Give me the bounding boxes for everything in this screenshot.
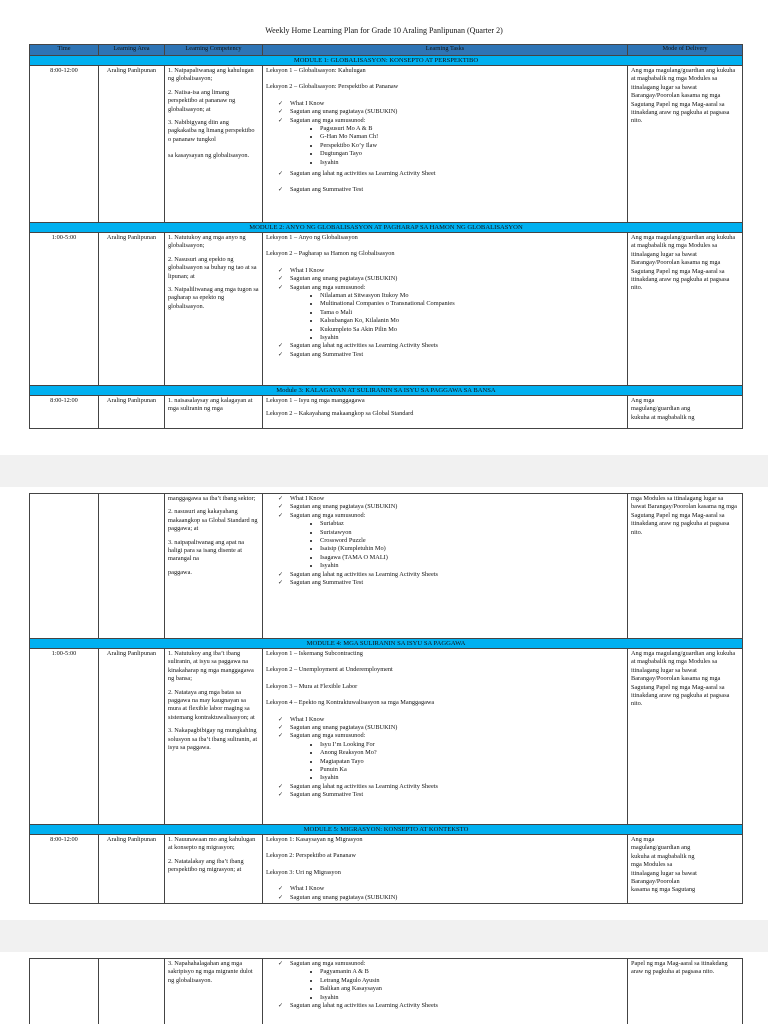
lesson-item: Leksyon 1: Kasaysayan ng Migrasyon [266, 836, 363, 843]
subtask-item: • Dugtungan Tayo [320, 150, 624, 158]
competency-cell [165, 959, 263, 1024]
plan-row [30, 66, 743, 223]
delivery-cell: Ang mga magulang/guardian ang kukuha at magbabalik ng mga Modules sa itinalagang lugar sa bawat Barangay/Poorolan kasama ng mga Sagutang Papel ng mga Mag-aaral sa itinakdang araw ng pagkuha at pagsasa nito. [628, 233, 743, 386]
lesson-item: Leksyon 3 – Mura at Flexible Labor [266, 682, 358, 690]
task-list [278, 716, 624, 800]
competency-item: 1. Naipapaliwanag ang kahulugan ng globalisasyon; [168, 67, 254, 83]
time-cell: 8:00-12:00 [30, 66, 99, 223]
competency-cell [165, 649, 263, 825]
time-cell: 8:00-12:00 [30, 835, 99, 904]
competency-item: 2. Natataya ang mga batas sa paggawa na may kaugnayan sa mura at flexible labor maging sa sistemang kontraktuwalisasyon; at [168, 688, 255, 721]
module-title: Module 3: KALAGAYAN AT SULIRANIN SA ISYU SA PAGGAWA SA BANSA [30, 386, 743, 396]
competency-item: 1. Natutukoy ang iba’t ibang suliranin, at isyu sa paggawa na kinakaharap ng mga manggagawa ng bansa; [168, 650, 254, 683]
task-text: Sagutan ang unang pagtataya (SUBUKIN) [290, 893, 398, 901]
header-row [30, 45, 743, 56]
plan-table-page-3 [29, 958, 743, 1024]
header-learning-competency: Learning Competency [165, 45, 263, 56]
plan-table-page-1 [29, 44, 743, 429]
task-list [278, 885, 624, 902]
header-mode-of-delivery: Mode of Delivery [628, 45, 743, 56]
subtask-item: • Kalsubangan Ko, Kilalanin Mo [320, 317, 624, 325]
plan-row [30, 494, 743, 639]
module-row [30, 223, 743, 233]
tasks-cell [263, 959, 628, 1024]
subtask-item: • Multinational Companies o Transnational Companies [320, 300, 624, 308]
subtask-item: • Suriabtaz [320, 520, 624, 528]
subtask-list [320, 741, 624, 783]
tasks-cell [263, 494, 628, 639]
delivery-cell: Ang mga magulang/guardian ang kukuha at magbabalik ng mga Modules sa itinalagang lugar sa bawat Barangay/Poorolan kasama ng mga Sagutang Papel ng mga Mag-aaral sa itinakdang araw ng pagkuha at pagsasa nito. [628, 66, 743, 223]
competency-cell [165, 66, 263, 223]
subtask-item: • Isyahin [320, 562, 624, 570]
lesson-item: Leksyon 1 – Isyu ng mga manggagawa [266, 397, 365, 404]
subtask-item: • Pagsusuri Mo A & B [320, 125, 624, 133]
subtask-list [320, 292, 624, 342]
subtask-item: • Isyahin [320, 994, 624, 1002]
lesson-item: Leksyon 4 – Epekto ng Kontraktuwalisasyon sa mga Manggagawa [266, 699, 435, 707]
page-1 [0, 0, 768, 455]
time-cell: 8:00-12:00 [30, 396, 99, 429]
task-item [278, 275, 624, 283]
lesson-item: Leksyon 2 – Kakayahang makaangkop sa Global Standard [266, 410, 414, 418]
competency-item: 3. naipapaliwanag ang apat na haligi para sa isang disente at marangal na [168, 538, 245, 563]
subtask-item: • Tama o Mali [320, 309, 624, 317]
task-item: ✓ Sagutan ang lahat ng activities sa Learning Activity Sheet [278, 170, 624, 178]
lesson-item: Leksyon 1 – Globalisasyon: Kahulugan [266, 67, 366, 74]
subtask-list [320, 125, 624, 167]
module-row [30, 56, 743, 66]
lesson-item: Leksyon 2: Perspektibo at Pananaw [266, 852, 356, 860]
module-row [30, 639, 743, 649]
competency-item: 1. Nauunawaan mo ang kahulugan at konsepto ng migrasyon; [168, 836, 256, 852]
task-item [278, 960, 624, 1002]
task-item: ✓ Sagutan ang lahat ng activities sa Learning Activity Sheets [278, 783, 624, 791]
subtask-list [320, 520, 624, 570]
page-gap [0, 455, 768, 487]
competency-item: 3. Naipaliliwanag ang mga tugon sa pagharap sa epekto ng globalisasyon. [168, 286, 259, 310]
module-title: MODULE 5: MIGRASYON: KONSEPTO AT KONTEKSTO [30, 825, 743, 835]
plan-row [30, 233, 743, 386]
header-learning-tasks: Learning Tasks [263, 45, 628, 56]
task-item: ✓ What I Know [278, 267, 624, 275]
task-item: ✓ What I Know [278, 100, 624, 108]
tasks-cell [263, 396, 628, 429]
task-list [278, 267, 624, 359]
module-title: MODULE 1: GLOBALISASYON: KONSEPTO AT PERSPEKTIBO [30, 56, 743, 66]
plan-table-page-2 [29, 493, 743, 904]
task-item [278, 108, 624, 116]
task-text: Sagutan ang mga sumusunod: [290, 960, 366, 967]
module-row [30, 386, 743, 396]
header-time: Time [30, 45, 99, 56]
plan-row [30, 835, 743, 904]
learning-area-cell: Araling Panlipunan [99, 649, 165, 825]
page-gap [0, 920, 768, 952]
task-item: ✓ Sagutan ang lahat ng activities sa Learning Activity Sheets [278, 571, 624, 579]
task-list [278, 495, 624, 587]
module-title: MODULE 4: MGA SULIRANIN SA ISYU SA PAGGAWA [30, 639, 743, 649]
time-cell: 1:00-5:00 [30, 233, 99, 386]
document-title: Weekly Home Learning Plan for Grade 10 Araling Panlipunan (Quarter 2) [265, 26, 503, 35]
subtask-item: • Isaisip (Kumpletuhin Mo) [320, 545, 624, 553]
subtask-item: • Isagawa (TAMA O MALI) [320, 554, 624, 562]
subtask-item: • Isyahin [320, 159, 624, 167]
lesson-item: Leksyon 2 – Pagharap sa Hamon ng Globalisasyon [266, 250, 395, 258]
learning-area-cell: Araling Panlipunan [99, 233, 165, 386]
tasks-cell [263, 649, 628, 825]
task-text: Sagutan ang mga sumusunod: [290, 732, 366, 740]
subtask-item: • Nilalaman at Sitwasyon Itukoy Mo [320, 292, 624, 300]
task-item [278, 503, 624, 511]
delivery-cell: Ang mga magulang/guardian ang kukuha at magbabalik ng mga Modules sa itinalagang lugar sa bawat Barangay/Poorolan kasama ng mga Sagutang [628, 835, 743, 904]
competency-item: 1. naisasalaysay ang kalagayan at mga suliranin ng mga [168, 397, 253, 413]
task-item: ✓ Sagutan ang Summative Test [278, 186, 624, 194]
competency-cell [165, 396, 263, 429]
competency-item: 1. Natutukoy ang mga anyo ng globalisasyon; [168, 234, 246, 250]
learning-area-cell: Araling Panlipunan [99, 66, 165, 223]
task-item: ✓ Sagutan ang Summative Test [278, 351, 624, 359]
task-text: Sagutan ang unang pagtataya (SUBUKIN) [290, 724, 398, 732]
competency-item: paggawa. [168, 568, 192, 576]
lesson-item: Leksyon 1 – Iskemang Subcontracting [266, 650, 363, 657]
subtask-item: • Isyu I’m Looking For [320, 741, 624, 749]
subtask-item: • Crossword Puzzle [320, 537, 624, 545]
subtask-item: • G-Han Mo Naman Ch! [320, 133, 624, 141]
subtask-item: • Punuin Ka [320, 766, 624, 774]
task-text: Sagutan ang mga sumusunod: [290, 116, 366, 124]
learning-area-cell: Araling Panlipunan [99, 835, 165, 904]
task-item [278, 724, 624, 732]
competency-item: manggagawa sa iba’t ibang sektor; [168, 495, 256, 502]
task-list [278, 960, 624, 1010]
delivery-cell: Ang mga magulang/guardian ang kukuha at magbabalik ng mga Modules sa itinalagang lugar sa bawat Barangay/Poorolan kasama ng mga Sagutang Papel ng mga Mag-aaral sa itinakdang araw ng pagkuha at pagsasa nito. [628, 649, 743, 825]
delivery-cell: Papel ng mga Mag-aaral sa itinakdang araw ng pagkuha at pagsasa nito. [628, 959, 743, 1024]
subtask-item: • Pagyamanin A & B [320, 968, 624, 976]
tasks-cell [263, 233, 628, 386]
lesson-item: Leksyon 2 – Globalisasyon: Perspektibo at Pananaw [266, 83, 399, 91]
learning-area-cell: Araling Panlipunan [99, 396, 165, 429]
task-item [278, 284, 624, 343]
competency-item: 3. Nakapagbibigay ng mungkahing solusyon sa iba’t ibang suliranin, at isyu sa paggawa. [168, 727, 258, 752]
subtask-item: • Magtapatan Tayo [320, 758, 624, 766]
competency-cell [165, 233, 263, 386]
task-list [278, 100, 624, 195]
plan-row [30, 649, 743, 825]
task-item: ✓ Sagutan ang Summative Test [278, 791, 624, 799]
subtask-item: • Perspektibo Ko’y Ilaw [320, 142, 624, 150]
plan-row [30, 396, 743, 429]
tasks-cell [263, 66, 628, 223]
lesson-item: Leksyon 3: Uri ng Migrasyon [266, 868, 341, 876]
competency-cell [165, 494, 263, 639]
task-text: Sagutan ang mga sumusunod: [290, 511, 366, 519]
delivery-cell: Ang mga magulang/guardian ang kukuha at magbabalik ng [628, 396, 743, 429]
competency-item: 2. Nasusuri ang epekto ng globalisasyon sa buhay ng tao at sa lipunan; at [168, 255, 257, 280]
task-item: ✓ What I Know [278, 885, 624, 893]
tasks-cell [263, 835, 628, 904]
task-item [278, 512, 624, 571]
task-item: ✓ What I Know [278, 495, 624, 503]
task-item: ✓ Sagutan ang lahat ng activities sa Learning Activity Sheets [278, 1002, 624, 1010]
competency-cell [165, 835, 263, 904]
task-item [278, 894, 624, 902]
task-text: Sagutan ang mga sumusunod: [290, 283, 366, 291]
subtask-item: • Kukumpleto Sa Akin Pilin Mo [320, 326, 624, 334]
page-2 [0, 487, 768, 920]
subtask-item: • Anong Reaksyon Mo? [320, 749, 624, 757]
subtask-item: • Isyahin [320, 774, 624, 782]
task-item [278, 117, 624, 167]
lesson-item: Leksyon 1 – Anyo ng Globalisasyon [266, 234, 358, 241]
page-3 [0, 952, 768, 1024]
task-item: ✓ Sagutan ang lahat ng activities sa Learning Activity Sheets [278, 342, 624, 350]
competency-item: 2. Natatalakay ang iba’t ibang perspektibo ng migrasyon; at [168, 857, 244, 874]
task-item [278, 732, 624, 782]
subtask-item: • Letrang Magulo Ayusin [320, 977, 624, 985]
subtask-item: • Suristawyon [320, 529, 624, 537]
lesson-item: Leksyon 2 – Unemployment at Underemployment [266, 666, 393, 674]
competency-item: 3. Nabibigyang diin ang pagkakaiba ng limang perspektibo o pananaw tungkol [168, 119, 255, 143]
task-text: Sagutan ang unang pagtataya (SUBUKIN) [290, 108, 398, 116]
task-text: Sagutan ang unang pagtataya (SUBUKIN) [290, 275, 398, 283]
time-cell [30, 494, 99, 639]
time-cell [30, 959, 99, 1024]
plan-row [30, 959, 743, 1024]
competency-item: 2. Naiisa-isa ang limang perspektibo at pananaw ng globalisasyon; at [168, 88, 236, 113]
task-item: ✓ What I Know [278, 716, 624, 724]
subtask-item: • Balikan ang Kasaysayan [320, 985, 624, 993]
learning-area-cell [99, 959, 165, 1024]
competency-item: 2. nasusuri ang kakayahang makaangkop sa Global Standard ng paggawa; at [168, 508, 258, 533]
module-title: MODULE 2: ANYO NG GLOBALISASYON AT PAGHARAP SA HAMON NG GLOBALISASYON [30, 223, 743, 233]
competency-item: sa kasaysayan ng globalisasyon. [168, 152, 250, 160]
time-cell: 1:00-5:00 [30, 649, 99, 825]
delivery-cell: mga Modules sa itinalagang lugar sa bawat Barangay/Poorolan kasama ng mga Sagutang Papel ng mga Mag-aaral sa itinakdang araw ng pagkuha at pagsasa nito. [628, 494, 743, 639]
header-learning-area: Learning Area [99, 45, 165, 56]
task-item: ✓ Sagutan ang Summative Test [278, 579, 624, 587]
module-row [30, 825, 743, 835]
subtask-item: • Isyahin [320, 334, 624, 342]
competency-item: 3. Napahahalagahan ang mga sakripisyo ng mga migrante dulot ng globalisasyon. [168, 960, 253, 984]
task-text: Sagutan ang unang pagtataya (SUBUKIN) [290, 503, 398, 511]
subtask-list [320, 968, 624, 1002]
learning-area-cell [99, 494, 165, 639]
